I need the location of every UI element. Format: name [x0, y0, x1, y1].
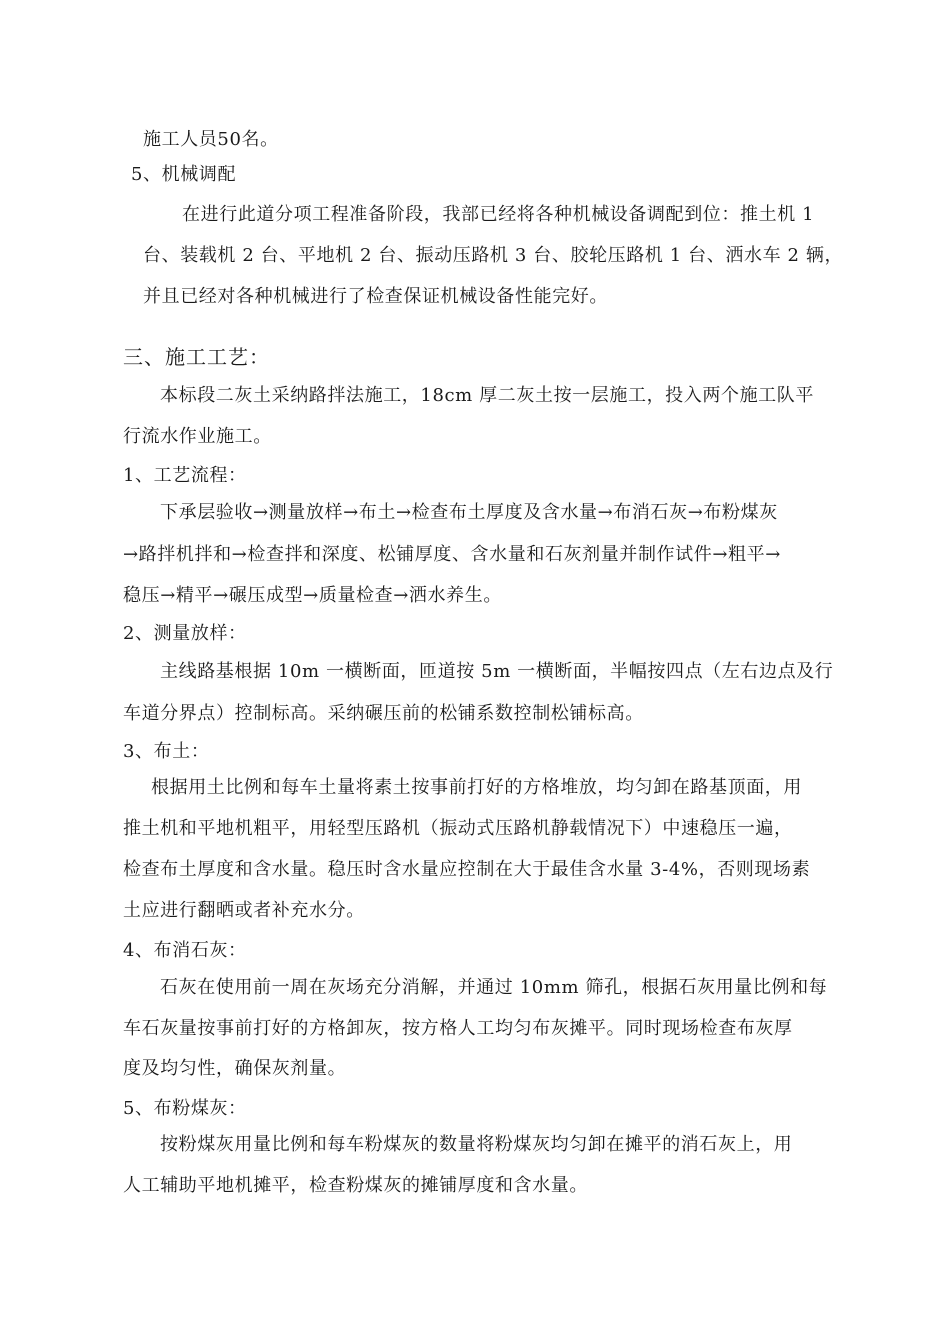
fly-ash-laying-title: 5、布粉煤灰：	[123, 1098, 247, 1119]
machinery-section-title: 5、机械调配	[131, 164, 237, 185]
fly-ash-laying-line-1: 按粉煤灰用量比例和每车粉煤灰的数量将粉煤灰均匀卸在摊平的消石灰上，用	[160, 1134, 793, 1155]
fly-ash-laying-line-2: 人工辅助平地机摊平，检查粉煤灰的摊铺厚度和含水量。	[123, 1175, 588, 1196]
process-flow-line-2: →路拌机拌和→检查拌和深度、松铺厚度、含水量和石灰剂量并制作试件→粗平→	[123, 544, 781, 565]
process-flow-line-1: 下承层验收→测量放样→布土→检查布土厚度及含水量→布消石灰→布粉煤灰	[160, 502, 778, 523]
machinery-paragraph-line-2: 台、装载机 2 台、平地机 2 台、振动压路机 3 台、胶轮压路机 1 台、洒水车 2 辆，	[143, 245, 844, 266]
machinery-paragraph-line-3: 并且已经对各种机械进行了检查保证机械设备性能完好。	[143, 286, 608, 307]
lime-laying-title: 4、布消石灰：	[123, 940, 247, 961]
machinery-paragraph-line-1: 在进行此道分项工程准备阶段，我部已经将各种机械设备调配到位：推土机 1	[182, 204, 815, 225]
soil-laying-line-4: 土应进行翻晒或者补充水分。	[123, 900, 365, 921]
staff-count-line: 施工人员50名。	[143, 129, 279, 150]
lime-laying-line-3: 度及均匀性，确保灰剂量。	[123, 1058, 347, 1079]
survey-paragraph-line-1: 主线路基根据 10m 一横断面，匝道按 5m 一横断面，半幅按四点（左右边点及行	[160, 661, 834, 682]
section-3-heading: 三、施工工艺：	[123, 345, 270, 369]
soil-laying-title: 3、布土：	[123, 741, 210, 762]
intro-paragraph-line-2: 行流水作业施工。	[123, 426, 272, 447]
process-flow-title: 1、工艺流程：	[123, 465, 247, 486]
soil-laying-line-1: 根据用土比例和每车土量将素土按事前打好的方格堆放，均匀卸在路基顶面，用	[151, 777, 802, 798]
soil-laying-line-2: 推土机和平地机粗平，用轻型压路机（振动式压路机静载情况下）中速稳压一遍，	[123, 818, 793, 839]
intro-paragraph-line-1: 本标段二灰土采纳路拌法施工，18cm 厚二灰土按一层施工，投入两个施工队平	[160, 385, 814, 406]
soil-laying-line-3: 检查布土厚度和含水量。稳压时含水量应控制在大于最佳含水量 3-4%，否则现场素	[123, 859, 811, 880]
lime-laying-line-1: 石灰在使用前一周在灰场充分消解，并通过 10mm 筛孔，根据石灰用量比例和每	[160, 977, 828, 998]
process-flow-line-3: 稳压→精平→碾压成型→质量检查→洒水养生。	[123, 585, 502, 606]
lime-laying-line-2: 车石灰量按事前打好的方格卸灰，按方格人工均匀布灰摊平。同时现场检查布灰厚	[123, 1018, 793, 1039]
survey-paragraph-line-2: 车道分界点）控制标高。采纳碾压前的松铺系数控制松铺标高。	[123, 703, 644, 724]
survey-title: 2、测量放样：	[123, 623, 247, 644]
